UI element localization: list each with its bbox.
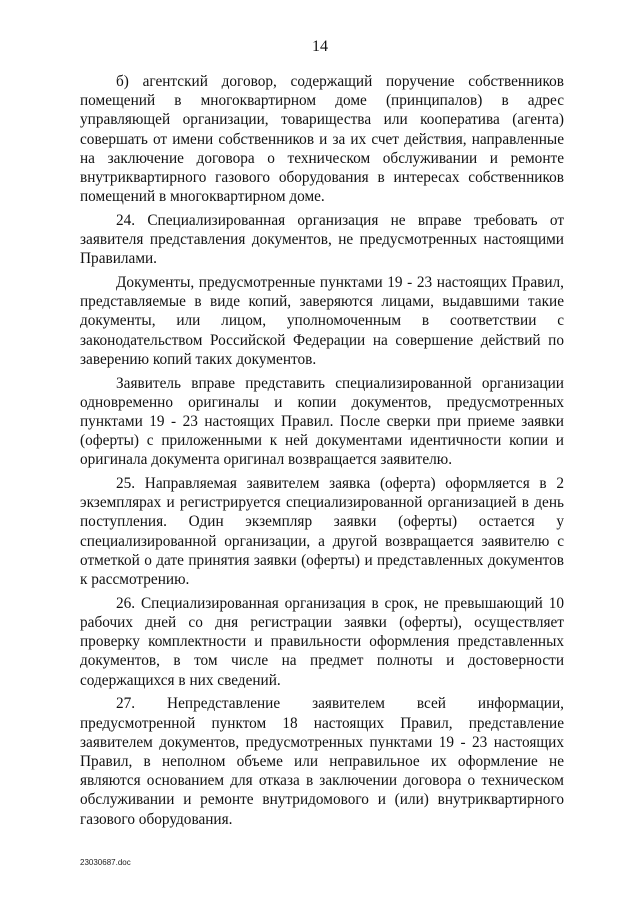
paragraph-item-26: 26. Специализированная организация в срок, не превышающий 10 рабочих дней со дня регистрации заявки (оферты), осуществляет проверку комплектности и правильности оформления представленных документов, в том числе на предмет полноты и достоверности содержащихся в них сведений. bbox=[80, 594, 564, 689]
paragraph-copies-certification: Документы, предусмотренные пунктами 19 - 23 настоящих Правил, представляемые в виде копий, заверяются лицами, выдавшими такие документы, или лицом, уполномоченным в соответствии с законодательством Российской Федерации на совершение действий по заверению копий таких документов. bbox=[80, 274, 564, 368]
paragraph-item-24: 24. Специализированная организация не вправе требовать от заявителя представления документов, не предусмотренных настоящими Правилами. bbox=[80, 211, 564, 268]
paragraph-agency-contract: б) агентский договор, содержащий поручение собственников помещений в многоквартирном доме (принципалов) в адрес управляющей организации, товарищества или кооператива (агента) совершать от имени собственников и за их счет действия, направленные на заключение договора о техническом обслуживании и ремонте внутриквартирного газового оборудования в интересах собственников помещений в многоквартирном доме. bbox=[80, 73, 564, 206]
document-body bbox=[80, 72, 564, 833]
paragraph-originals-return: Заявитель вправе представить специализированной организации одновременно оригиналы и копии документов, предусмотренных пунктами 19 - 23 настоящих Правил. После сверки при приеме заявки (оферты) с приложенными к ней документами идентичности копии и оригинала документа оригинал возвращается заявителю. bbox=[80, 374, 564, 469]
page-number: 14 bbox=[312, 38, 328, 55]
paragraph-item-27: 27. Непредставление заявителем всей информации, предусмотренной пунктом 18 настоящих Правил, представление заявителем документов, предусмотренных пунктами 19 - 23 настоящих Правил, в неполном объеме или неправильное их оформление не являются основанием для отказа в заключении договора о техническом обслуживании и ремонте внутридомового и (или) внутриквартирного газового оборудования. bbox=[80, 695, 564, 828]
paragraph-item-25: 25. Направляемая заявителем заявка (оферта) оформляется в 2 экземплярах и регистрируется специализированной организацией в день поступления. Один экземпляр заявки (оферты) остается у специализированной организации, а другой возвращается заявителю с отметкой о дате принятия заявки (оферты) и представленных документов к рассмотрению. bbox=[80, 475, 564, 589]
footer-filename: 23030687.doc bbox=[80, 858, 131, 867]
